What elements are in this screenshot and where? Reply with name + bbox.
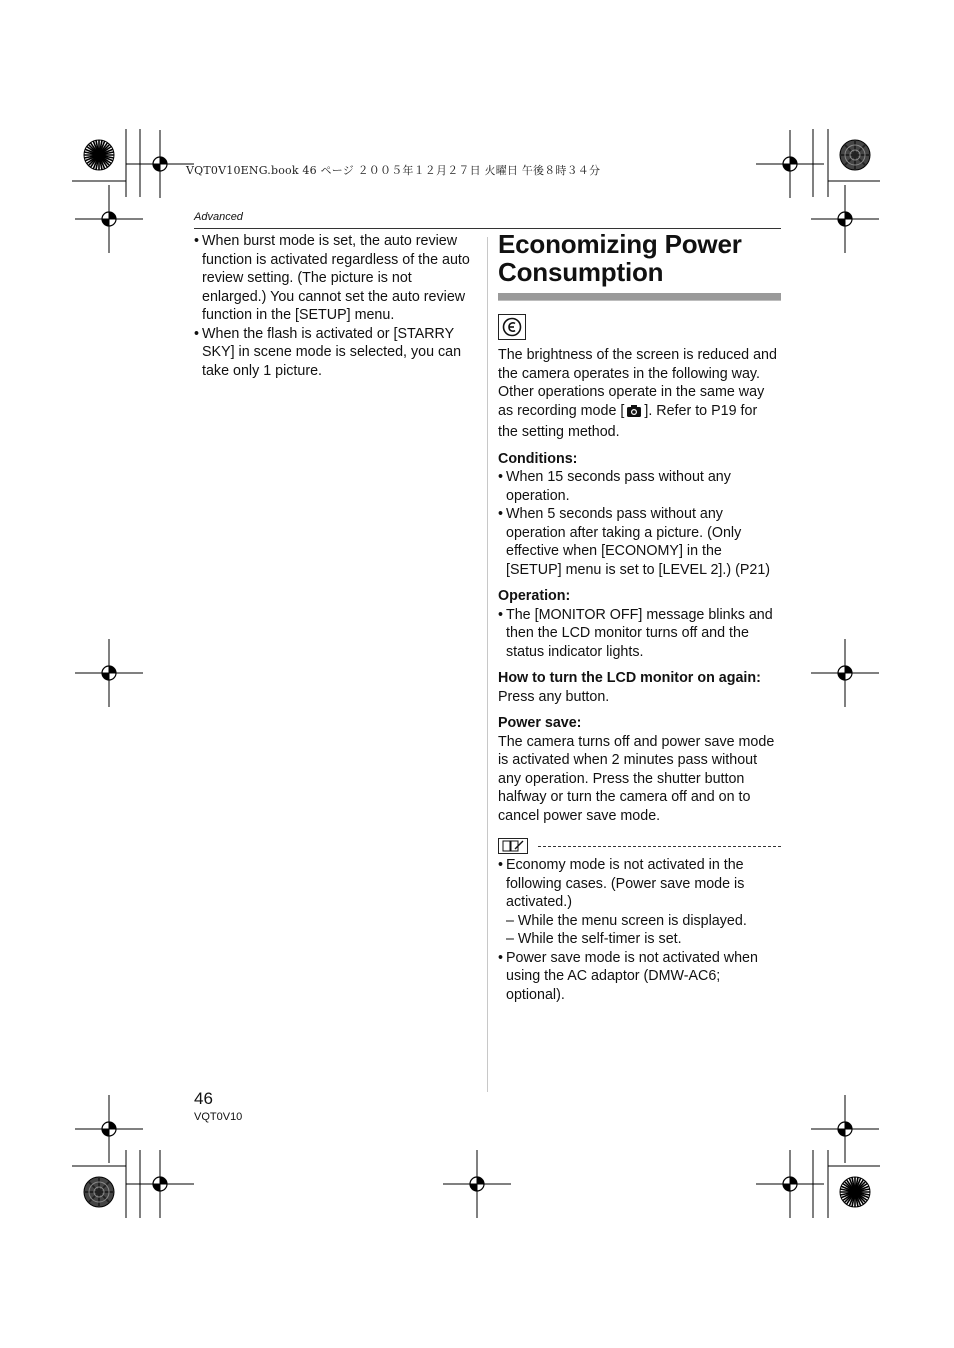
list-item: • The [MONITOR OFF] message blinks and then the LCD monitor turns off and the status indicator lights.: [498, 606, 781, 662]
title-line-2: Consumption: [498, 257, 664, 287]
note-divider: [498, 837, 781, 855]
page-title: [498, 230, 781, 286]
dashed-rule: [538, 846, 781, 847]
power-save-heading: Power save:: [498, 715, 582, 731]
conditions-heading: Conditions:: [498, 450, 578, 467]
conditions-list: [498, 468, 781, 579]
note-subitem: – While the menu screen is displayed.: [506, 912, 747, 929]
right-column: [498, 228, 781, 1004]
left-column: [194, 232, 478, 380]
note-icon: [498, 838, 528, 854]
print-header: VQT0V10ENG.book 46 ページ ２００５年１２月２７日 火曜日 午後８時３４分: [186, 164, 601, 177]
intro-text-start: The brightness of the screen is reduced and the camera operates in the following way. Other operations operate in the same way as recording mode [: [498, 347, 777, 419]
turn-on-heading: How to turn the LCD monitor on again:: [498, 670, 761, 686]
list-item: • When 5 seconds pass without any operation after taking a picture. (Only effective when [ECONOMY] in the [SETUP] menu is set to [LEVEL 2].) (P21): [498, 505, 781, 579]
model-code: VQT0V10: [194, 1111, 243, 1123]
list-item: [498, 856, 781, 949]
intro-paragraph: [498, 346, 781, 442]
intro-text-end: ]. Refer to P19 for the setting method.: [498, 402, 758, 440]
operation-heading: Operation:: [498, 588, 571, 604]
list-item: • When burst mode is set, the auto review function is activated regardless of the auto review setting. (The picture is not enlarged.) You cannot set the auto review function in the [SETUP] menu.: [194, 232, 478, 325]
turn-on-text: Press any button.: [498, 688, 610, 705]
left-bullet-list: [194, 232, 478, 380]
section-label: Advanced: [194, 211, 243, 223]
power-save-text: The camera turns off and power save mode is activated when 2 minutes pass without any operation. Press the shutter button halfway or turn the camera off and on to cancel power save mode.: [498, 733, 775, 824]
note-item-text: Economy mode is not activated in the following cases. (Power save mode is activated.): [506, 857, 745, 910]
title-underline-bar: [498, 293, 781, 301]
notes-list: [498, 856, 781, 1004]
economy-mode-icon: [498, 314, 526, 340]
title-line-1: Economizing Power: [498, 229, 742, 259]
page-number: 46: [194, 1089, 213, 1108]
operation-list: [498, 606, 781, 662]
list-item: • When the flash is activated or [STARRY SKY] in scene mode is selected, you can take only 1 picture.: [194, 325, 478, 381]
note-subitems: [506, 912, 781, 949]
column-divider: [487, 237, 488, 1092]
list-item: • Power save mode is not activated when using the AC adaptor (DMW-AC6; optional).: [498, 949, 781, 1005]
note-subitem: – While the self-timer is set.: [506, 931, 682, 947]
camera-icon: [626, 404, 642, 424]
list-item: • When 15 seconds pass without any operation.: [498, 468, 781, 505]
